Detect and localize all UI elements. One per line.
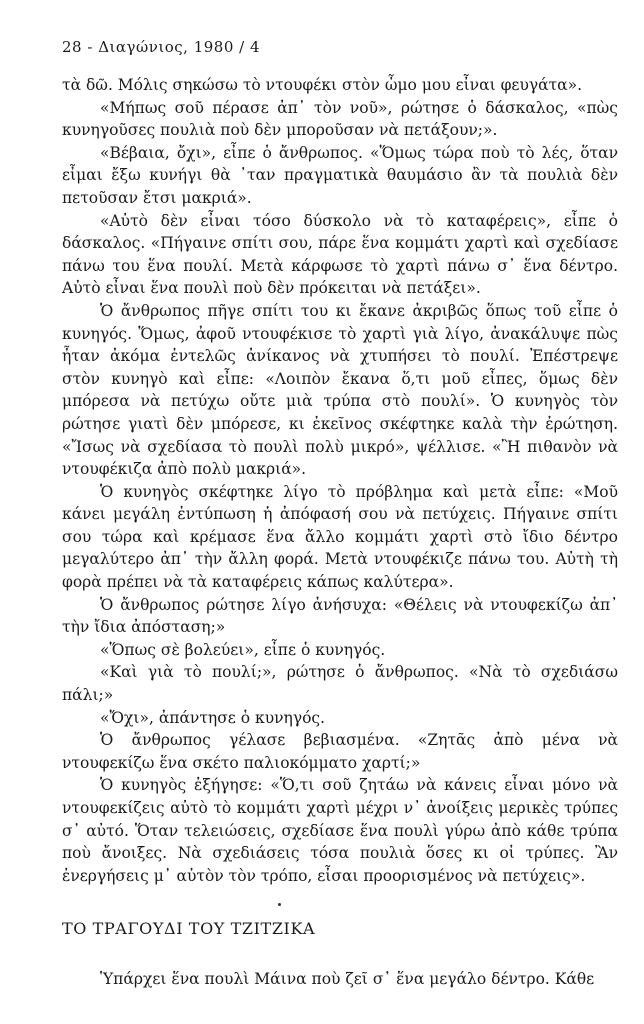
paragraph: Ὁ ἄνθρωπος πῆγε σπίτι του κι ἔκανε ἀκριβῶς ὅπως τοῦ εἶπε ὁ κυνηγός. Ὅμως, ἀφοῦ ντουφέκισε τὸ χαρτὶ γιὰ λίγο, ἀνακάλυψε πὼς ἦταν ἀκόμα ἐντελῶς ἀνίκανος νὰ χτυπήσει τὸ πουλί. Ἐπέστρεψε στὸν κυνηγὸ καὶ εἶπε: «Λοιπὸν ἔκανα ὅ,τι μοῦ εἶπες, ὅμως δὲν μπόρεσα νὰ πετύχω οὔτε μιὰ τρύπα στὸ πουλί». Ὁ κυνηγὸς τὸν ρώτησε γιατὶ δὲν μπόρεσε, κι ἐκεῖνος σκέφτηκε καλὰ τὴν ἐρώτηση. «Ἴσως νὰ σχεδίασα τὸ πουλὶ πολὺ μικρό», ψέλλισε. «Ἢ πιθανὸν νὰ ντουφέκιζα ἀπὸ πολὺ μακριά». <box>62 301 618 479</box>
paragraph: «Βέβαια, ὄχι», εἶπε ὁ ἄνθρωπος. «Ὅμως τώρα ποὺ τὸ λές, ὅταν εἶμαι ἔξω κυνήγι θὰ ᾽ταν πραγματικὰ θαυμάσιο ἂν τὰ πουλιὰ δὲν πετοῦσαν ἔτσι μακριά». <box>62 143 618 207</box>
paragraph: Ὁ κυνηγὸς σκέφτηκε λίγο τὸ πρόβλημα καὶ μετὰ εἶπε: «Μοῦ κάνει μεγάλη ἐντύπωση ἡ ἀπόφασή σου νὰ πετύχεις. Πήγαινε σπίτι σου τώρα καὶ κρέμασε ἕνα ἄλλο κομμάτι χαρτὶ στὸ ἴδιο δέντρο μεγαλύτερο ἀπ᾽ τὴν ἄλλη φορά. Μετὰ ντουφέκιζε πάνω του. Αὐτὴ τὴ φορὰ πρέπει νὰ τὰ καταφέρεις κάπως καλύτερα». <box>62 482 618 592</box>
paragraph: Ὁ κυνηγὸς ἐξήγησε: «Ὅ,τι σοῦ ζητάω νὰ κάνεις εἶναι μόνο νὰ ντουφεκίζεις αὐτὸ τὸ κομμάτι χαρτὶ μέχρι ν᾽ ἀνοίξεις μερικὲς τρύπες σ᾽ αὐτό. Ὅταν τελειώσεις, σχεδίασε ἕνα πουλὶ γύρω ἀπὸ κάθε τρύπα ποὺ ἄνοιξες. Νὰ σχεδιάσεις τόσα πουλιὰ ὅσες κι οἱ τρύπες. Ἂν ἐνεργήσεις μ᾽ αὐτὸν τὸν τρόπο, εἶσαι προορισμένος νὰ πετύχεις». <box>62 776 618 885</box>
section-title-text: ΤΟ ΤΡΑΓΟΥΔΙ ΤΟΥ ΤΖΙΤΖΙΚΑ <box>62 919 316 939</box>
ornament-dot <box>278 903 281 906</box>
paragraph: «Μήπως σοῦ πέρασε ἀπ᾽ τὸν νοῦ», ρώτησε ὁ δάσκαλος, «πὼς κυνηγοῦσες πουλιὰ ποὺ δὲν μποροῦσαν νὰ πετάξουν;». <box>62 98 618 140</box>
paragraph: «Ὄχι», ἀπάντησε ὁ κυνηγός. <box>100 708 326 727</box>
running-head: 28 - Διαγώνιος, 1980 / 4 <box>62 38 261 56</box>
book-page <box>62 38 618 991</box>
paragraph: Ὑπάρχει ἕνα πουλὶ Μάινα ποὺ ζεῖ σ᾽ ἕνα μεγάλο δέντρο. Κάθε <box>100 970 595 989</box>
paragraph: «Καὶ γιὰ τὸ πουλί;», ρώτησε ὁ ἄνθρωπος. «Νὰ τὸ σχεδιάσω πάλι;» <box>62 663 618 705</box>
paragraph: Ὁ ἄνθρωπος ρώτησε λίγο ἀνήσυχα: «Θέλεις νὰ ντουφεκίζω ἀπ᾽ τὴν ἴδια ἀπόσταση;» <box>62 595 618 637</box>
paragraph: τὰ δῶ. Μόλις σηκώσω τὸ ντουφέκι στὸν ὦμο μου εἶναι φευγάτα». <box>62 76 583 94</box>
paragraph: «Ὅπως σὲ βολεύει», εἶπε ὁ κυνηγός. <box>100 640 386 659</box>
paragraph: «Αὐτὸ δὲν εἶναι τόσο δύσκολο νὰ τὸ καταφέρεις», εἶπε ὁ δάσκαλος. «Πήγαινε σπίτι σου, πάρε ἕνα κομμάτι χαρτὶ καὶ σχεδίασε πάνω του ἕνα πουλί. Μετὰ κάρφωσε τὸ χαρτὶ πάνω σ᾽ ἕνα δέντρο. Αὐτὸ εἶναι ἕνα πουλὶ ποὺ δὲν πρόκειται νὰ πετάξει». <box>62 211 618 298</box>
section-heading <box>62 919 618 938</box>
paragraph: Ὁ ἄνθρωπος γέλασε βεβιασμένα. «Ζητᾶς ἀπὸ μένα νὰ ντουφεκίζω ἕνα σκέτο παλιοκόμματο χαρτί;» <box>62 731 618 772</box>
